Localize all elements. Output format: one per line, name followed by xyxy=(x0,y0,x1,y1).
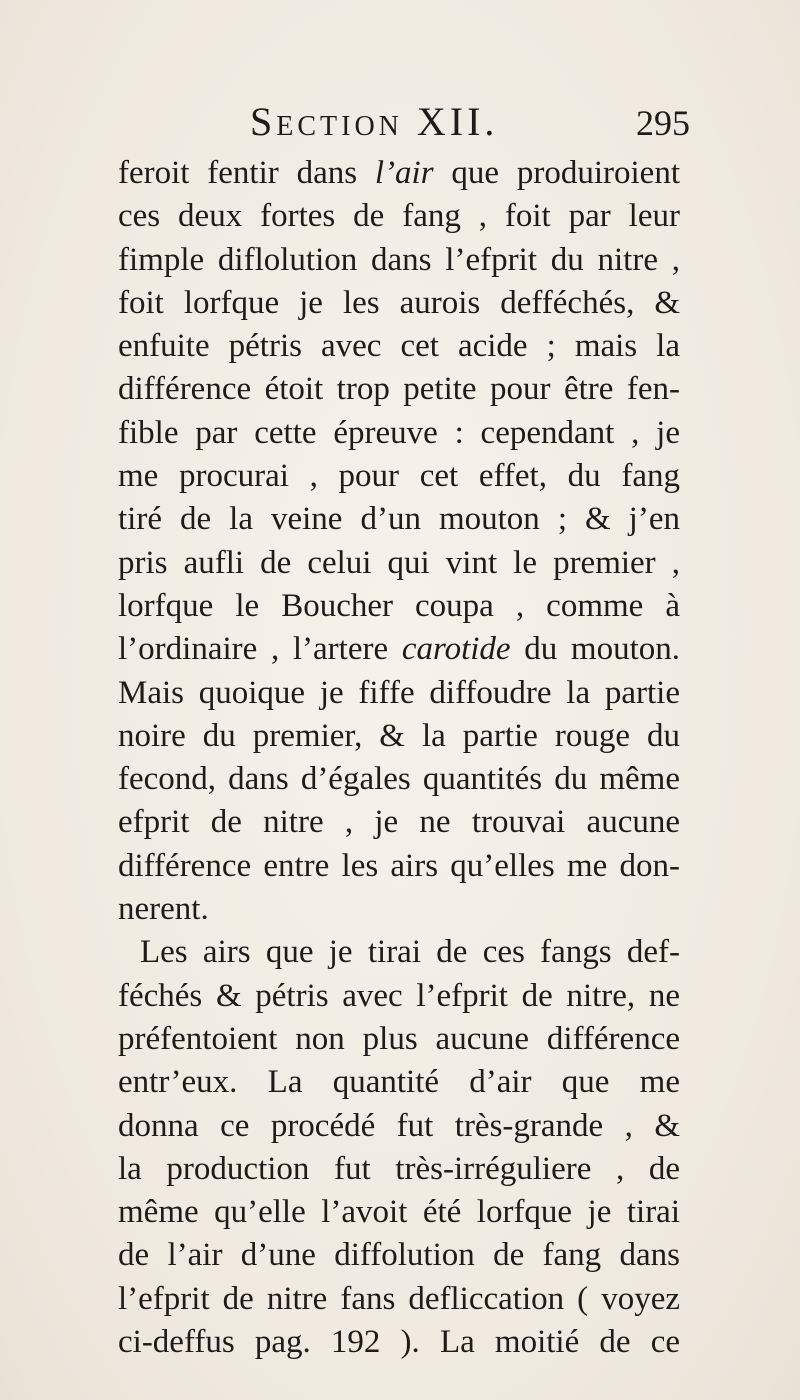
page-number: 295 xyxy=(636,103,690,143)
text-line: nerent. xyxy=(118,891,209,928)
text-line: la production fut très-irréguliere , de xyxy=(118,1150,680,1187)
text-line: me procurai , pour cet effet, du fang xyxy=(118,458,680,495)
text-line: Mais quoique je fiffe diffoudre la partie xyxy=(118,674,680,711)
text-line: féchés & pétris avec l’efprit de nitre, ne xyxy=(118,977,680,1014)
text-line: l’efprit de nitre fans defliccation ( voyez xyxy=(118,1280,680,1317)
body-text xyxy=(118,152,680,1364)
text-line: de l’air d’une diffolution de fang dans xyxy=(118,1237,680,1274)
text-line: Les airs que je tirai de ces fangs def- xyxy=(140,934,680,971)
text-line: enfuite pétris avec cet acide ; mais la xyxy=(118,328,680,365)
text-line: efprit de nitre , je ne trouvai aucune xyxy=(118,804,680,841)
text-line: pris aufli de celui qui vint le premier , xyxy=(118,544,680,581)
text-line: fecond, dans d’égales quantités du même xyxy=(118,761,680,798)
text-line: donna ce procédé fut très-grande , & xyxy=(118,1107,680,1144)
text-line: différence entre les airs qu’elles me don- xyxy=(118,847,680,884)
text-line: lorfque le Boucher coupa , comme à xyxy=(118,587,680,624)
text-line: même qu’elle l’avoit été lorfque je tirai xyxy=(118,1194,680,1231)
text-line: ci-deffus pag. 192 ). La moitié de ce xyxy=(118,1324,680,1361)
text-line: ces deux fortes de fang , foit par leur xyxy=(118,198,680,235)
text-line: fible par cette épreuve : cependant , je xyxy=(118,414,680,451)
text-line: différence étoit trop petite pour être fen- xyxy=(118,371,680,408)
text-line: tiré de la veine d’un mouton ; & j’en xyxy=(118,501,680,538)
text-line: feroit fentir dans l’air que produiroient xyxy=(118,155,680,191)
text-line: entr’eux. La quantité d’air que me xyxy=(118,1064,680,1101)
text-line: noire du premier, & la partie rouge du xyxy=(118,717,680,754)
text-line: préfentoient non plus aucune différence xyxy=(118,1020,680,1057)
running-head xyxy=(250,98,690,148)
text-line: foit lorfque je les aurois defféchés, & xyxy=(118,284,680,321)
section-title: Section XII. xyxy=(250,99,499,144)
text-line: fimple diflolution dans l’efprit du nitre , xyxy=(118,241,680,278)
text-line: l’ordinaire , l’artere carotide du mouton. xyxy=(118,631,681,668)
